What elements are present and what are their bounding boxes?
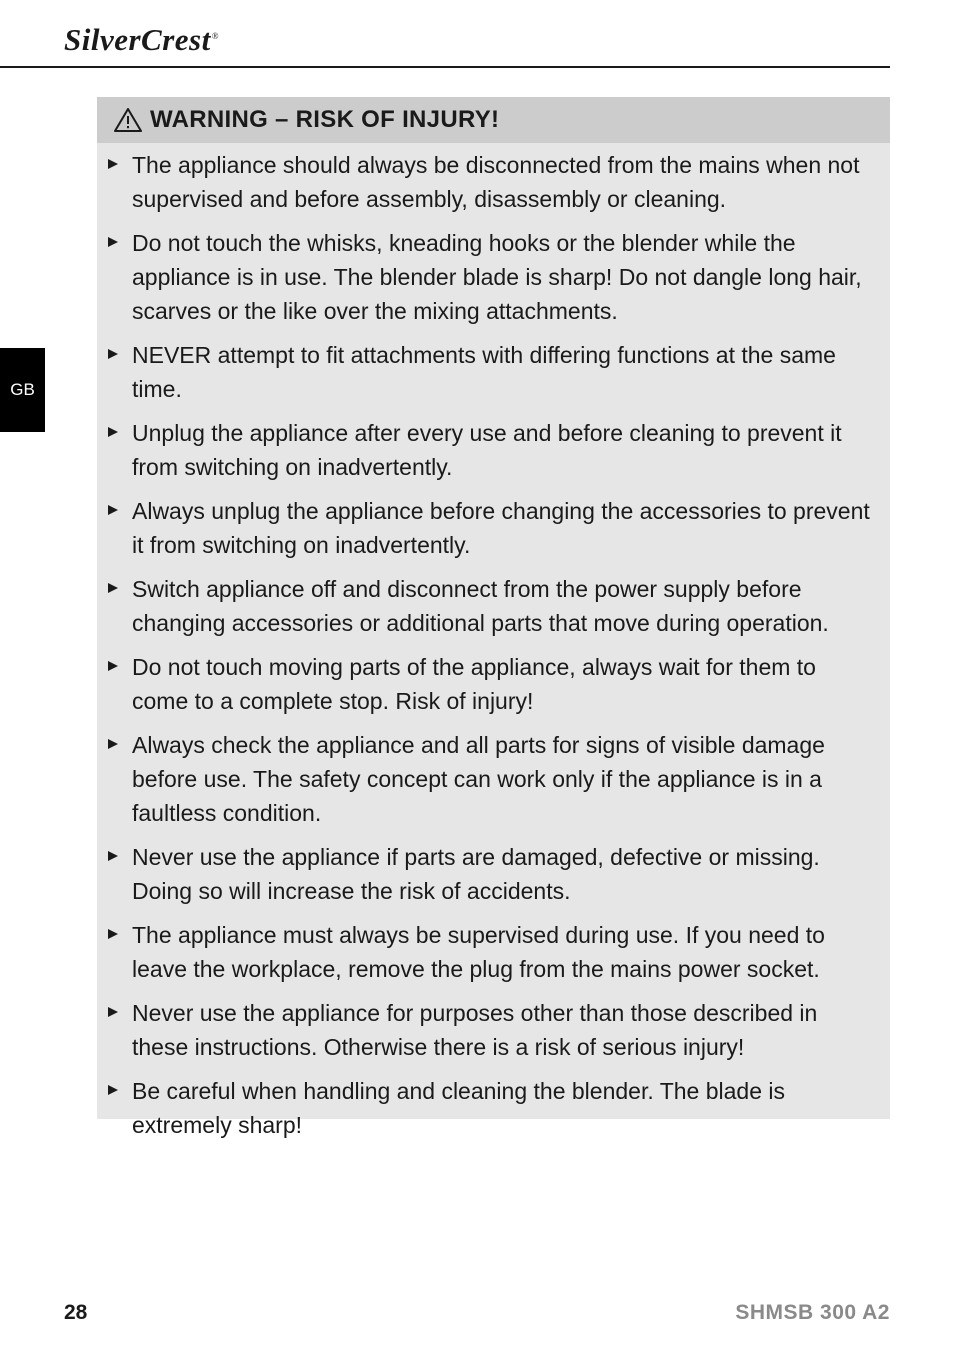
warning-item-text: The appliance should always be disconnected from the mains when not supervised and before assembly, disassembly or cleaning.: [132, 152, 860, 212]
warning-item: [97, 728, 890, 830]
brand-logo: [64, 24, 219, 55]
warning-header: [97, 97, 890, 143]
warning-box: [97, 97, 890, 1138]
triangle-right-icon: [108, 427, 118, 437]
warning-item: [97, 996, 890, 1064]
triangle-right-icon: [108, 583, 118, 593]
warning-item-text: The appliance must always be supervised during use. If you need to leave the workplace, remove the plug from the mains power socket.: [132, 922, 825, 982]
triangle-right-icon: [108, 1007, 118, 1017]
warning-title: WARNING – RISK OF INJURY!: [150, 106, 500, 133]
warning-item: [97, 1074, 890, 1142]
model-number: SHMSB 300 A2: [735, 1301, 890, 1324]
warning-item-text: Always check the appliance and all parts for signs of visible damage before use. The safety concept can work only if the appliance is in a faultless condition.: [132, 732, 825, 826]
warning-item-text: Do not touch the whisks, kneading hooks or the blender while the appliance is in use. The blender blade is sharp! Do not dangle long hair, scarves or the like over the mixing attachments.: [132, 230, 862, 324]
header-divider: [0, 66, 890, 68]
warning-item: [97, 338, 890, 406]
triangle-right-icon: [108, 505, 118, 515]
warning-triangle-icon: [113, 107, 143, 133]
warning-item-text: Never use the appliance for purposes other than those described in these instructions. Otherwise there is a risk of serious injury!: [132, 1000, 818, 1060]
warning-item-text: Be careful when handling and cleaning the blender. The blade is extremely sharp!: [132, 1078, 785, 1138]
triangle-right-icon: [108, 929, 118, 939]
language-tab-label: GB: [10, 380, 35, 399]
warning-item-text: Always unplug the appliance before changing the accessories to prevent it from switching on inadvertently.: [132, 498, 870, 558]
warning-item: [97, 918, 890, 986]
triangle-right-icon: [108, 159, 118, 169]
warning-item-text: Never use the appliance if parts are damaged, defective or missing. Doing so will increase the risk of accidents.: [132, 844, 820, 904]
triangle-right-icon: [108, 349, 118, 359]
triangle-right-icon: [108, 851, 118, 861]
warning-item-text: NEVER attempt to fit attachments with differing functions at the same time.: [132, 342, 836, 402]
warning-item: [97, 650, 890, 718]
brand-name: SilverCrest: [64, 22, 211, 57]
warning-item: [97, 840, 890, 908]
page-number: 28: [64, 1301, 88, 1324]
warning-item-text: Unplug the appliance after every use and before cleaning to prevent it from switching on inadvertently.: [132, 420, 842, 480]
warning-item: [97, 494, 890, 562]
warning-item: [97, 572, 890, 640]
triangle-right-icon: [108, 739, 118, 749]
warning-item: [97, 148, 890, 216]
warning-item: [97, 416, 890, 484]
warning-item-text: Do not touch moving parts of the appliance, always wait for them to come to a complete stop. Risk of injury!: [132, 654, 816, 714]
triangle-right-icon: [108, 661, 118, 671]
triangle-right-icon: [108, 1085, 118, 1095]
warning-list: [97, 148, 890, 1152]
language-tab: [0, 348, 45, 432]
warning-item-text: Switch appliance off and disconnect from the power supply before changing accessories or additional parts that move during operation.: [132, 576, 829, 636]
registered-mark: ®: [211, 30, 220, 41]
triangle-right-icon: [108, 237, 118, 247]
warning-item: [97, 226, 890, 328]
